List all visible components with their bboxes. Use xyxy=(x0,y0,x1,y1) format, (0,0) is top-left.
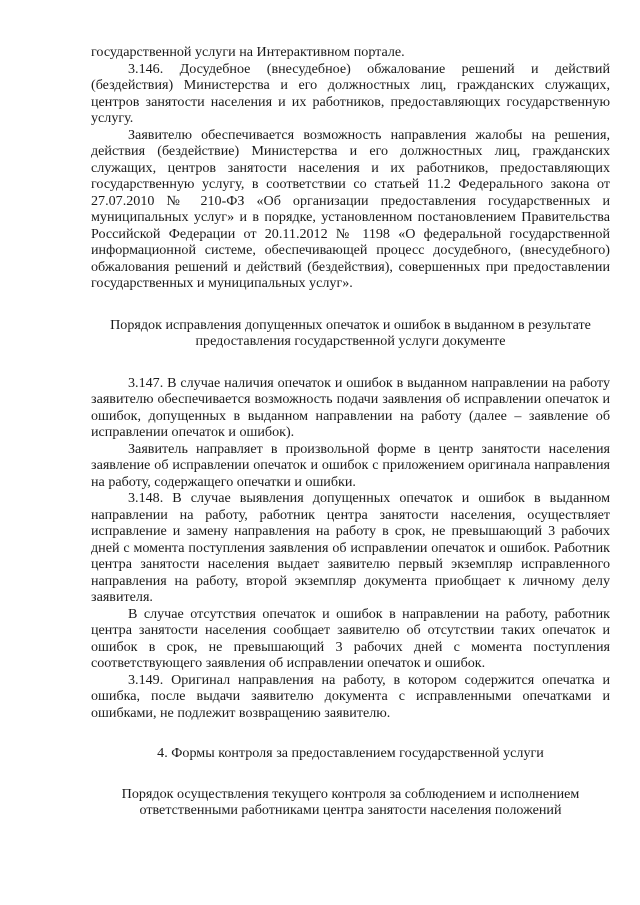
spacer xyxy=(91,721,610,745)
paragraph-no-typos: В случае отсутствия опечаток и ошибок в направлении на работу, работник центра занятости населения сообщает заявителю об отсутствии таких опечаток и ошибок в срок, не превышающий 3 рабочих дней с момента поступления соответствующего заявления об исправлении опечаток и ошибок. xyxy=(91,605,610,671)
spacer xyxy=(91,292,610,317)
spacer xyxy=(91,762,610,786)
paragraph-3-146: 3.146. Досудебное (внесудебное) обжалование решений и действий (бездействия) Министерства и его должностных лиц, гражданских служащих, центров занятости населения и их работников, предоставляющих государственную услугу. xyxy=(91,60,610,126)
paragraph-continuation: государственной услуги на Интерактивном портале. xyxy=(91,44,405,60)
section-heading-4: 4. Формы контроля за предоставлением государственной услуги xyxy=(157,745,544,761)
paragraph-3-149: 3.149. Оригинал направления на работу, в котором содержится опечатка и ошибка, после выдачи заявителю документа с исправленными опечатками и ошибками, не подлежит возвращению заявителю. xyxy=(91,671,610,721)
section-heading-typo-correction: Порядок исправления допущенных опечаток и ошибок в выданном в результате предоставления государственной услуги документе xyxy=(110,316,591,349)
paragraph-3-148: 3.148. В случае выявления допущенных опечаток и ошибок в выданном направлении на работу, работник центра занятости населения, осуществляет исправление и замену направления на работу в срок, не превышающий 3 рабочих дней с момента поступления заявления об исправлении опечаток и ошибок. Работник центра занятости населения выдает заявителю первый экземпляр исправленного направления на работу, второй экземпляр документа приобщает к личному делу заявителя. xyxy=(91,490,610,605)
document-page xyxy=(91,44,610,819)
paragraph-complaint-right: Заявителю обеспечивается возможность направления жалобы на решения, действия (бездействие) Министерства и его должностных лиц, гражданских служащих, центров занятости населения и их работников, предоставляющих государственную услугу, в соответствии со статьей 11.2 Федерального закона от 27.07.2010 № 210-ФЗ «Об организации предоставления государственных и муниципальных услуг» и в порядке, установленном постановлением Правительства Российской Федерации от 20.11.2012 № 1198 «О федеральной государственной информационной системе, обеспечивающей процесс досудебного, (внесудебного) обжалования решений и действий (бездействия), совершенных при предоставлении государственных и муниципальных услуг». xyxy=(91,126,610,291)
spacer xyxy=(91,350,610,375)
paragraph-applicant-sends: Заявитель направляет в произвольной форме в центр занятости населения заявление об исправлении опечаток и ошибок с приложением оригинала направления на работу, содержащего опечатки и ошибки. xyxy=(91,440,610,490)
subsection-heading-current-control: Порядок осуществления текущего контроля за соблюдением и исполнением ответственными работниками центра занятости населения положений xyxy=(121,785,580,818)
paragraph-3-147: 3.147. В случае наличия опечаток и ошибок в выданном направлении на работу заявителю обеспечивается возможность подачи заявления об исправлении опечаток и ошибок, допущенных в выданном направлении на работу (далее – заявление об исправлении опечаток и ошибок). xyxy=(91,374,610,440)
